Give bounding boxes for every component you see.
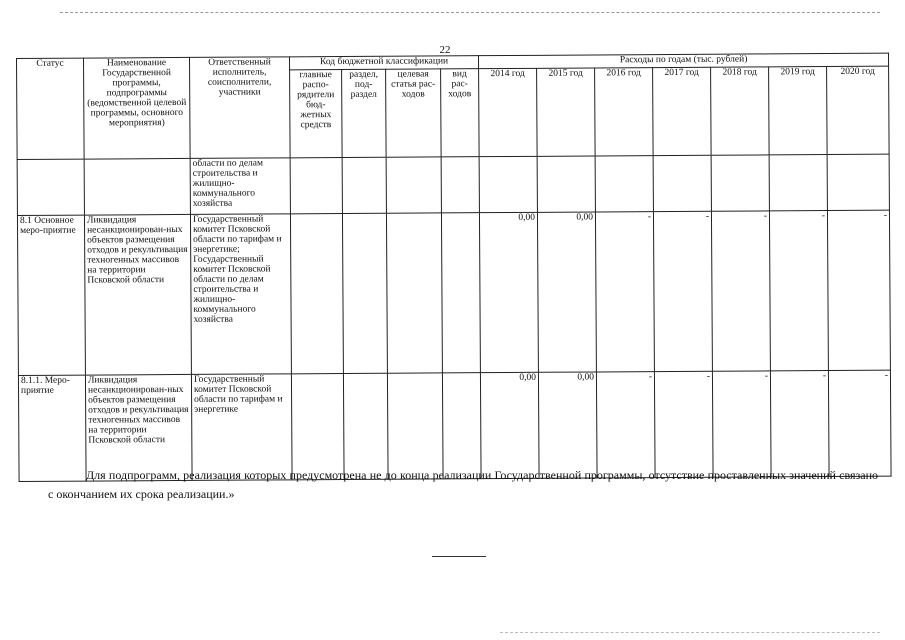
cell-csr (386, 157, 441, 213)
col-year-2017: 2017 год (653, 67, 712, 155)
cell-2016: - (596, 372, 655, 478)
cell-2015 (537, 156, 595, 212)
cell-name: Ликвидация несанкционирован-ных объектов размещения отходов и рекультивация техногенных массивов на территории Псковской области (85, 374, 192, 481)
cell-2019: - (769, 211, 828, 371)
budget-table (16, 53, 892, 482)
cell-2020 (827, 154, 889, 210)
col-year-2015: 2015 год (537, 68, 596, 156)
cell-2018 (711, 155, 769, 211)
cell-2019 (769, 155, 827, 211)
cell-2017 (653, 155, 711, 211)
cell-responsible: области по делам строительства и жилищно-коммунального хозяйства (190, 158, 290, 215)
col-year-2020: 2020 год (827, 66, 890, 154)
cell-2015: 0,00 (538, 372, 597, 478)
col-csr: целевая статья рас-ходов (386, 69, 442, 157)
col-vr: вид рас-ходов (441, 69, 480, 157)
col-budget-code: Код бюджетной классификации (289, 56, 478, 70)
scan-top-edge (60, 12, 880, 13)
scan-bottom-edge (500, 632, 880, 633)
col-expenses: Расходы по годам (тыс. рублей) (479, 53, 889, 68)
cell-2016 (595, 156, 653, 212)
page-number: 22 (439, 44, 451, 56)
cell-2015: 0,00 (537, 212, 596, 372)
footnote-paragraph: Для подпрограмм, реализация которых предусмотрена не до конца реализации Государственной программы, отсутствие проставленных значений связано с окончанием их срока реализации.» (48, 468, 878, 501)
cell-rzpr (343, 373, 388, 479)
cell-name (84, 158, 190, 215)
col-year-2016: 2016 год (595, 68, 654, 156)
cell-grbs (291, 373, 344, 479)
cell-responsible: Государственный комитет Псковской области по тарифам и энергетике; Государственный комитет Псковской области по делам строительства и жилищно-коммунального хозяйства (190, 214, 291, 375)
cell-2020: - (827, 210, 890, 370)
cell-status: 8.1 Основное меро-приятие (17, 215, 85, 375)
cell-csr (387, 373, 443, 479)
cell-vr (442, 373, 481, 479)
cell-2019: - (770, 371, 829, 477)
cell-vr (441, 213, 480, 373)
cell-csr (386, 213, 442, 373)
col-year-2018: 2018 год (711, 67, 770, 155)
cell-rzpr (342, 157, 386, 213)
cell-2018: - (711, 211, 770, 371)
cell-rzpr (342, 213, 387, 373)
table-row (18, 370, 891, 481)
table-row (17, 210, 890, 375)
cell-2018: - (712, 371, 771, 477)
cell-2014 (479, 156, 537, 212)
col-rzpr: раздел, под-раздел (342, 69, 387, 157)
col-name: Наименование Государственной программы, подпрограммы (ведомственной целевой программы, основного мероприятия) (84, 57, 191, 159)
col-year-2014: 2014 год (479, 68, 538, 156)
cell-name: Ликвидация несанкционирован-ных объектов размещения отходов и рекультивация техногенных массивов на территории Псковской области (84, 214, 191, 375)
cell-2016: - (595, 212, 654, 372)
col-status: Статус (17, 58, 85, 159)
cell-grbs (290, 157, 342, 213)
cell-2020: - (828, 370, 891, 476)
cell-2014: 0,00 (479, 212, 538, 372)
cell-status (17, 159, 84, 215)
cell-2014: 0,00 (480, 372, 539, 478)
col-grbs: главные распо-рядители бюд-жетных средств (290, 69, 343, 157)
cell-2017: - (653, 211, 712, 371)
table-row (17, 154, 889, 215)
cell-2017: - (654, 371, 713, 477)
cell-status: 8.1.1. Меро-приятие (18, 375, 86, 481)
col-responsible: Ответственный исполнитель, соисполнители, участники (189, 57, 290, 159)
col-year-2019: 2019 год (769, 67, 828, 155)
closing-rule (432, 556, 486, 557)
cell-responsible: Государственный комитет Псковской области по тарифам и энергетике (191, 374, 292, 481)
cell-vr (441, 157, 479, 213)
cell-grbs (290, 213, 343, 373)
